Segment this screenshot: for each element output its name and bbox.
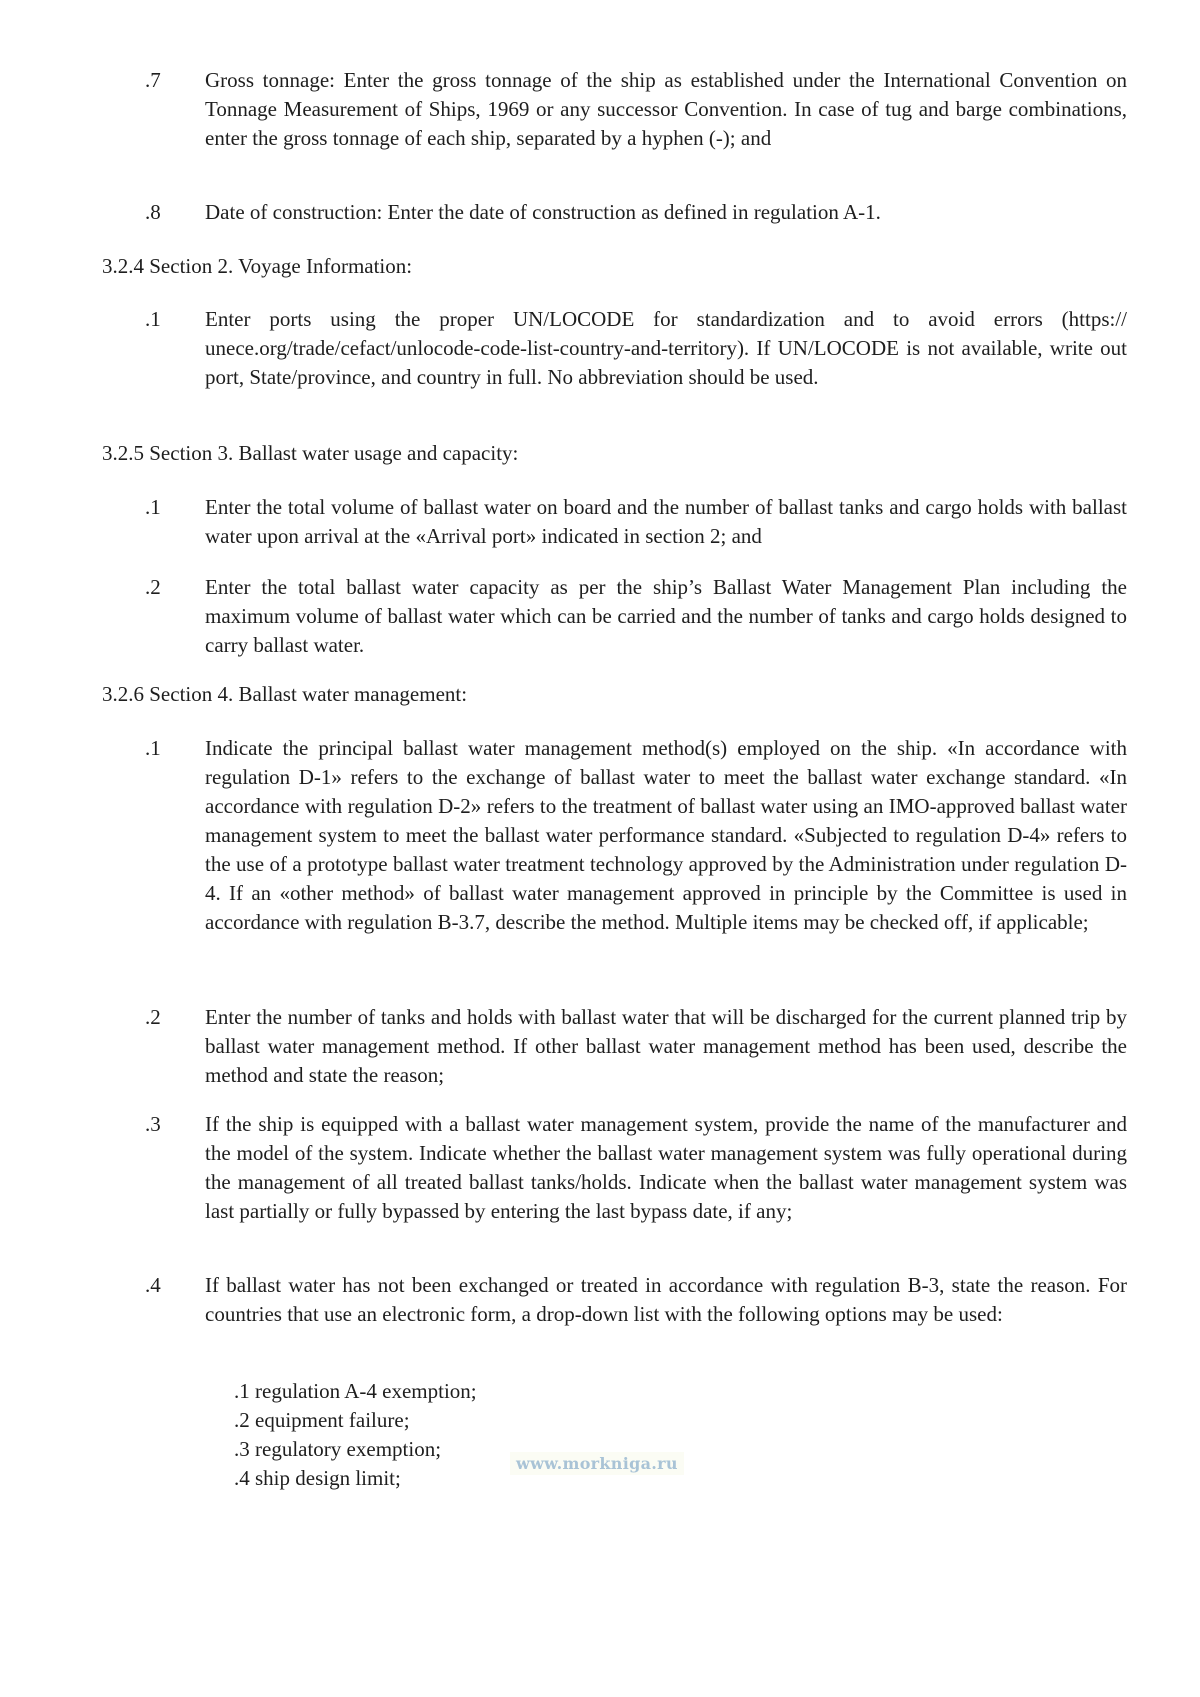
section-3-2-6-item-3 bbox=[145, 1110, 1130, 1226]
item-7-gross-tonnage bbox=[145, 66, 1130, 153]
item-number: .2 bbox=[145, 575, 161, 599]
item-number: .1 bbox=[145, 307, 161, 331]
section-3-2-4-item-1 bbox=[145, 305, 1130, 392]
item-text: Enter ports using the proper UN/LOCODE for standardization and to avoid errors (https:// unece.org/trade/cefact/unlocode-code-list-country-and-territory). If UN/LOCODE is not available, write out port, State/province, and country in full. No abbreviation should be used. bbox=[205, 307, 1127, 389]
section-3-2-5-item-1 bbox=[145, 493, 1130, 551]
item-number: .1 bbox=[145, 736, 161, 760]
section-heading-3-2-4: 3.2.4 Section 2. Voyage Information: bbox=[102, 254, 413, 278]
item-number: .1 bbox=[145, 495, 161, 519]
item-number: .2 bbox=[145, 1005, 161, 1029]
item-text: Enter the total volume of ballast water on board and the number of ballast tanks and cargo holds with ballast water upon arrival at the «Arrival port» indicated in section 2; and bbox=[205, 495, 1127, 548]
section-3-2-6-item-1 bbox=[145, 734, 1130, 937]
item-number: .7 bbox=[145, 68, 161, 92]
item-8-date-of-construction bbox=[145, 198, 1130, 227]
item-text: Date of construction: Enter the date of construction as defined in regulation A-1. bbox=[205, 200, 881, 224]
item-number: .8 bbox=[145, 200, 161, 224]
item-number: .4 bbox=[145, 1273, 161, 1297]
section-3-2-6-item-2 bbox=[145, 1003, 1130, 1090]
item-text: Indicate the principal ballast water management method(s) employed on the ship. «In accordance with regulation D-1» refers to the exchange of ballast water to meet the ballast water exchange standard. «In accordance with regulation D-2» refers to the treatment of ballast water using an IMO-approved ballast water management system to meet the ballast water performance standard. «Subjected to regulation D-4» refers to the use of a prototype ballast water treatment technology approved by the Administration under regulation D-4. If an «other method» of ballast water management approved in principle by the Committee is used in accordance with regulation B-3.7, describe the method. Multiple items may be checked off, if applicable; bbox=[205, 736, 1127, 934]
item-text: Gross tonnage: Enter the gross tonnage of the ship as established under the International Convention on Tonnage Measurement of Ships, 1969 or any successor Convention. In case of tug and barge combinations, enter the gross tonnage of each ship, separated by a hyphen (-); and bbox=[205, 68, 1127, 150]
option-item: .3 regulatory exemption; bbox=[234, 1437, 442, 1461]
item-text: Enter the total ballast water capacity as per the ship’s Ballast Water Management Plan including the maximum volume of ballast water which can be carried and the number of tanks and cargo holds designed to carry ballast water. bbox=[205, 575, 1127, 657]
section-3-2-5-item-2 bbox=[145, 573, 1130, 660]
item-text: Enter the number of tanks and holds with ballast water that will be discharged for the current planned trip by ballast water management method. If other ballast water management method has been used, describe the method and state the reason; bbox=[205, 1005, 1127, 1087]
item-text: If ballast water has not been exchanged or treated in accordance with regulation B-3, state the reason. For countries that use an electronic form, a drop-down list with the following options may be used: bbox=[205, 1273, 1127, 1326]
option-item: .4 ship design limit; bbox=[234, 1466, 401, 1490]
section-heading-3-2-5: 3.2.5 Section 3. Ballast water usage and capacity: bbox=[102, 441, 519, 465]
section-heading-3-2-6: 3.2.6 Section 4. Ballast water management: bbox=[102, 682, 468, 706]
dropdown-options-list bbox=[234, 1377, 834, 1493]
section-3-2-6-item-4 bbox=[145, 1271, 1130, 1329]
item-number: .3 bbox=[145, 1112, 161, 1136]
option-item: .1 regulation A-4 exemption; bbox=[234, 1379, 477, 1403]
option-item: .2 equipment failure; bbox=[234, 1408, 410, 1432]
watermark: www.morkniga.ru bbox=[510, 1452, 684, 1475]
item-text: If the ship is equipped with a ballast water management system, provide the name of the manufacturer and the model of the system. Indicate whether the ballast water management system was fully operational during the management of all treated ballast tanks/holds. Indicate when the ballast water management system was last partially or fully bypassed by entering the last bypass date, if any; bbox=[205, 1112, 1127, 1223]
